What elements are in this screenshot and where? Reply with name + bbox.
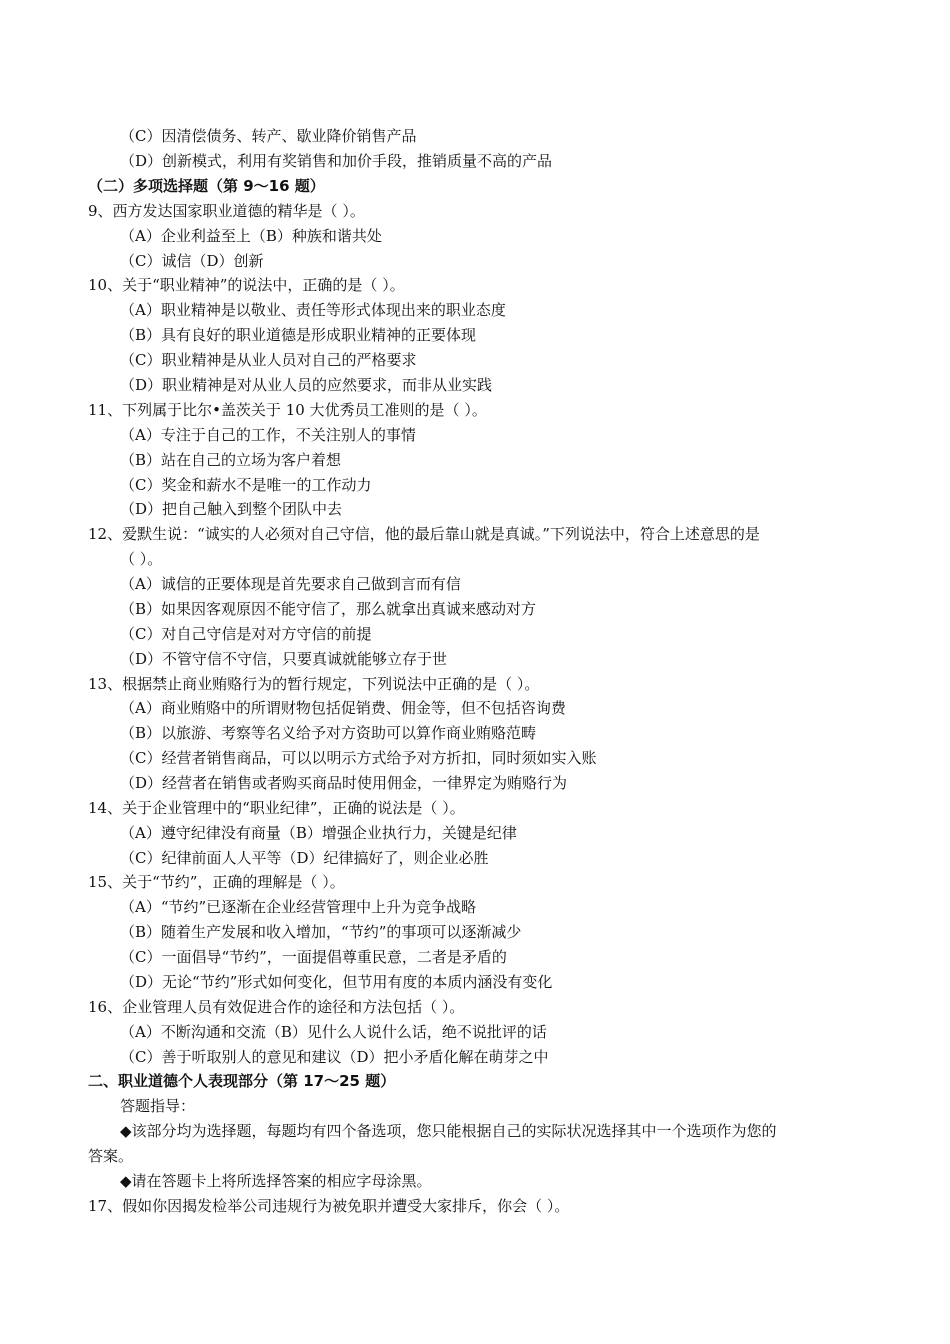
option-line: （D）不管守信不守信，只要真诚就能够立存于世 <box>120 650 448 668</box>
option-line: （B）如果因客观原因不能守信了，那么就拿出真诚来感动对方 <box>120 600 537 618</box>
question-line: 10、关于“职业精神”的说法中，正确的是（ ）。 <box>88 276 405 294</box>
option-line: （C）对自己守信是对对方守信的前提 <box>120 625 372 643</box>
option-line: （B）具有良好的职业道德是形成职业精神的正要体现 <box>120 326 477 344</box>
option-line: （A）商业贿赂中的所谓财物包括促销费、佣金等，但不包括咨询费 <box>120 699 566 717</box>
option-line: （D）职业精神是对从业人员的应然要求，而非从业实践 <box>120 376 493 394</box>
guide-text-continuation: 答案。 <box>88 1147 134 1165</box>
section-heading: 二、职业道德个人表现部分（第 17～25 题） <box>88 1072 396 1090</box>
option-line: （A）职业精神是以敬业、责任等形式体现出来的职业态度 <box>120 301 506 319</box>
question-line: 11、下列属于比尔•盖茨关于 10 大优秀员工准则的是（ ）。 <box>88 401 487 419</box>
guide-text: ◆该部分均为选择题，每题均有四个备选项，您只能根据自己的实际状况选择其中一个选项作为您的 <box>120 1122 777 1140</box>
option-line: （A）专注于自己的工作，不关注别人的事情 <box>120 426 416 444</box>
guide-label: 答题指导： <box>120 1097 196 1115</box>
question-line: 13、根据禁止商业贿赂行为的暂行规定，下列说法中正确的是（ ）。 <box>88 675 540 693</box>
option-line: （A）“节约”已逐渐在企业经营管理中上升为竞争战略 <box>120 898 477 916</box>
option-line: （B）站在自己的立场为客户着想 <box>120 451 342 469</box>
option-line: （A）诚信的正要体现是首先要求自己做到言而有信 <box>120 575 461 593</box>
option-line: （C）诚信（D）创新 <box>120 252 264 270</box>
section-heading: （二）多项选择题（第 9～16 题） <box>88 177 325 195</box>
question-line: 14、关于企业管理中的“职业纪律”，正确的说法是（ ）。 <box>88 799 465 817</box>
option-line: （D）创新模式，利用有奖销售和加价手段，推销质量不高的产品 <box>120 152 553 170</box>
option-line: （A）不断沟通和交流（B）见什么人说什么话，绝不说批评的话 <box>120 1023 547 1041</box>
question-line: 17、假如你因揭发检举公司违规行为被免职并遭受大家排斥，你会（ ）。 <box>88 1197 570 1215</box>
option-line: （C）纪律前面人人平等（D）纪律搞好了，则企业必胜 <box>120 849 489 867</box>
option-line: （C）一面倡导“节约”，一面提倡尊重民意，二者是矛盾的 <box>120 948 507 966</box>
option-line: （B）以旅游、考察等名义给予对方资助可以算作商业贿赂范畴 <box>120 724 537 742</box>
option-line: （A）遵守纪律没有商量（B）增强企业执行力，关键是纪律 <box>120 824 517 842</box>
option-line: （A）企业利益至上（B）种族和谐共处 <box>120 227 382 245</box>
option-line: （D）把自己触入到整个团队中去 <box>120 500 343 518</box>
question-line: 15、关于“节约”，正确的理解是（ ）。 <box>88 873 345 891</box>
option-line: （D）无论“节约”形式如何变化，但节用有度的本质内涵没有变化 <box>120 973 553 991</box>
option-line: （C）奖金和薪水不是唯一的工作动力 <box>120 476 372 494</box>
option-line: （D）经营者在销售或者购买商品时使用佣金，一律界定为贿赂行为 <box>120 774 568 792</box>
guide-text: ◆请在答题卡上将所选择答案的相应字母涂黑。 <box>120 1172 432 1190</box>
option-line: （C）职业精神是从业人员对自己的严格要求 <box>120 351 417 369</box>
question-line: 9、西方发达国家职业道德的精华是（ ）。 <box>88 202 365 220</box>
option-line: （C）经营者销售商品，可以以明示方式给予对方折扣，同时须如实入账 <box>120 749 597 767</box>
question-line: 12、爱默生说：“诚实的人必须对自己守信，他的最后靠山就是真诚。”下列说法中，符合上述意思的是 <box>88 525 760 543</box>
option-line: （C）因清偿债务、转产、歇业降价销售产品 <box>120 127 417 145</box>
option-line: （B）随着生产发展和收入增加，“节约”的事项可以逐渐减少 <box>120 923 522 941</box>
option-line: （C）善于听取别人的意见和建议（D）把小矛盾化解在萌芽之中 <box>120 1048 549 1066</box>
question-line: 16、企业管理人员有效促进合作的途径和方法包括（ ）。 <box>88 998 465 1016</box>
question-continuation: （ ）。 <box>120 550 163 568</box>
